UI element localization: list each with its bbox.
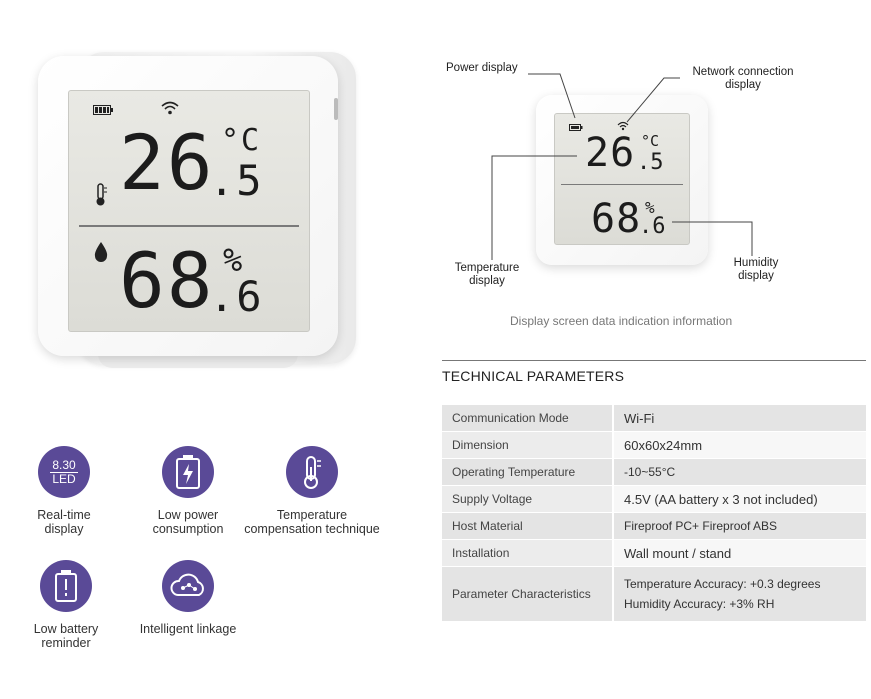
param-value: 4.5V (AA battery x 3 not included) (613, 486, 866, 513)
feature-label-line1: Low power (157, 508, 219, 522)
table-row (442, 540, 866, 567)
diagram-caption: Display screen data indication information (510, 314, 733, 328)
param-key: Parameter Characteristics (442, 567, 613, 622)
table-row (442, 567, 866, 622)
led-icon-bottom-text: LED (52, 471, 76, 486)
feature-real-time-display (14, 446, 114, 536)
diagram-temperature-unit: °C (641, 132, 660, 150)
table-row (442, 432, 866, 459)
feature-label-line2: reminder (41, 636, 91, 650)
feature-low-power (138, 446, 238, 536)
temperature-decimal: .5 (209, 156, 264, 205)
param-value: Temperature Accuracy: +0.3 degrees (624, 577, 821, 591)
humidity-unit: % (223, 241, 245, 279)
diagram-humidity-decimal: .6 (639, 214, 666, 239)
humidity-decimal: .6 (209, 272, 264, 321)
feature-label-line2: compensation technique (244, 522, 380, 536)
table-row (442, 405, 866, 432)
power-display-label: Power display (446, 62, 518, 74)
param-value: Fireproof PC+ Fireproof ABS (613, 513, 866, 540)
feature-label-line1: Intelligent linkage (139, 622, 237, 636)
table-row (442, 459, 866, 486)
diagram-temperature-decimal: .5 (637, 150, 664, 175)
temperature-unit: °C (221, 123, 262, 158)
tech-table (442, 405, 866, 622)
feature-label-line2: consumption (152, 522, 224, 536)
param-value-2: Humidity Accuracy: +3% RH (624, 597, 775, 611)
diagram-humidity-unit: % (645, 198, 655, 217)
feature-label-line1: Low battery (33, 622, 99, 636)
feature-label-line2: display (44, 522, 84, 536)
tech-title: TECHNICAL PARAMETERS (442, 368, 625, 384)
param-value: 60x60x24mm (613, 432, 866, 459)
param-value: -10~55°C (613, 459, 866, 486)
param-key: Operating Temperature (442, 459, 613, 486)
feature-temperature-compensation (234, 446, 390, 536)
led-icon-top-text: 8.30 (52, 457, 76, 472)
table-row (442, 486, 866, 513)
low-battery-icon (40, 560, 92, 612)
param-key: Dimension (442, 432, 613, 459)
param-key: Supply Voltage (442, 486, 613, 513)
feature-label-line1: Temperature (276, 508, 348, 522)
diagram-temperature-value: 26 (585, 130, 636, 176)
thermometer-icon (286, 446, 338, 498)
feature-label-line1: Real-time (37, 508, 91, 522)
param-key: Communication Mode (442, 405, 613, 432)
temperature-display-label: Temperature display (454, 262, 520, 287)
feature-intelligent-linkage (128, 560, 248, 636)
param-value: Wi-Fi (613, 405, 866, 432)
cloud-network-icon (162, 560, 214, 612)
table-row (442, 513, 866, 540)
humidity-value: 68 (119, 236, 215, 325)
network-display-label: Network connection display (692, 66, 794, 91)
led-icon (38, 446, 90, 498)
temperature-value: 26 (119, 118, 215, 207)
diagram-humidity-value: 68 (591, 196, 642, 242)
humidity-display-label: Humidity display (733, 257, 779, 282)
param-value: Wall mount / stand (613, 540, 866, 567)
param-key: Host Material (442, 513, 613, 540)
param-key: Installation (442, 540, 613, 567)
battery-icon (162, 446, 214, 498)
feature-low-battery (16, 560, 116, 650)
tech-divider (442, 360, 866, 361)
